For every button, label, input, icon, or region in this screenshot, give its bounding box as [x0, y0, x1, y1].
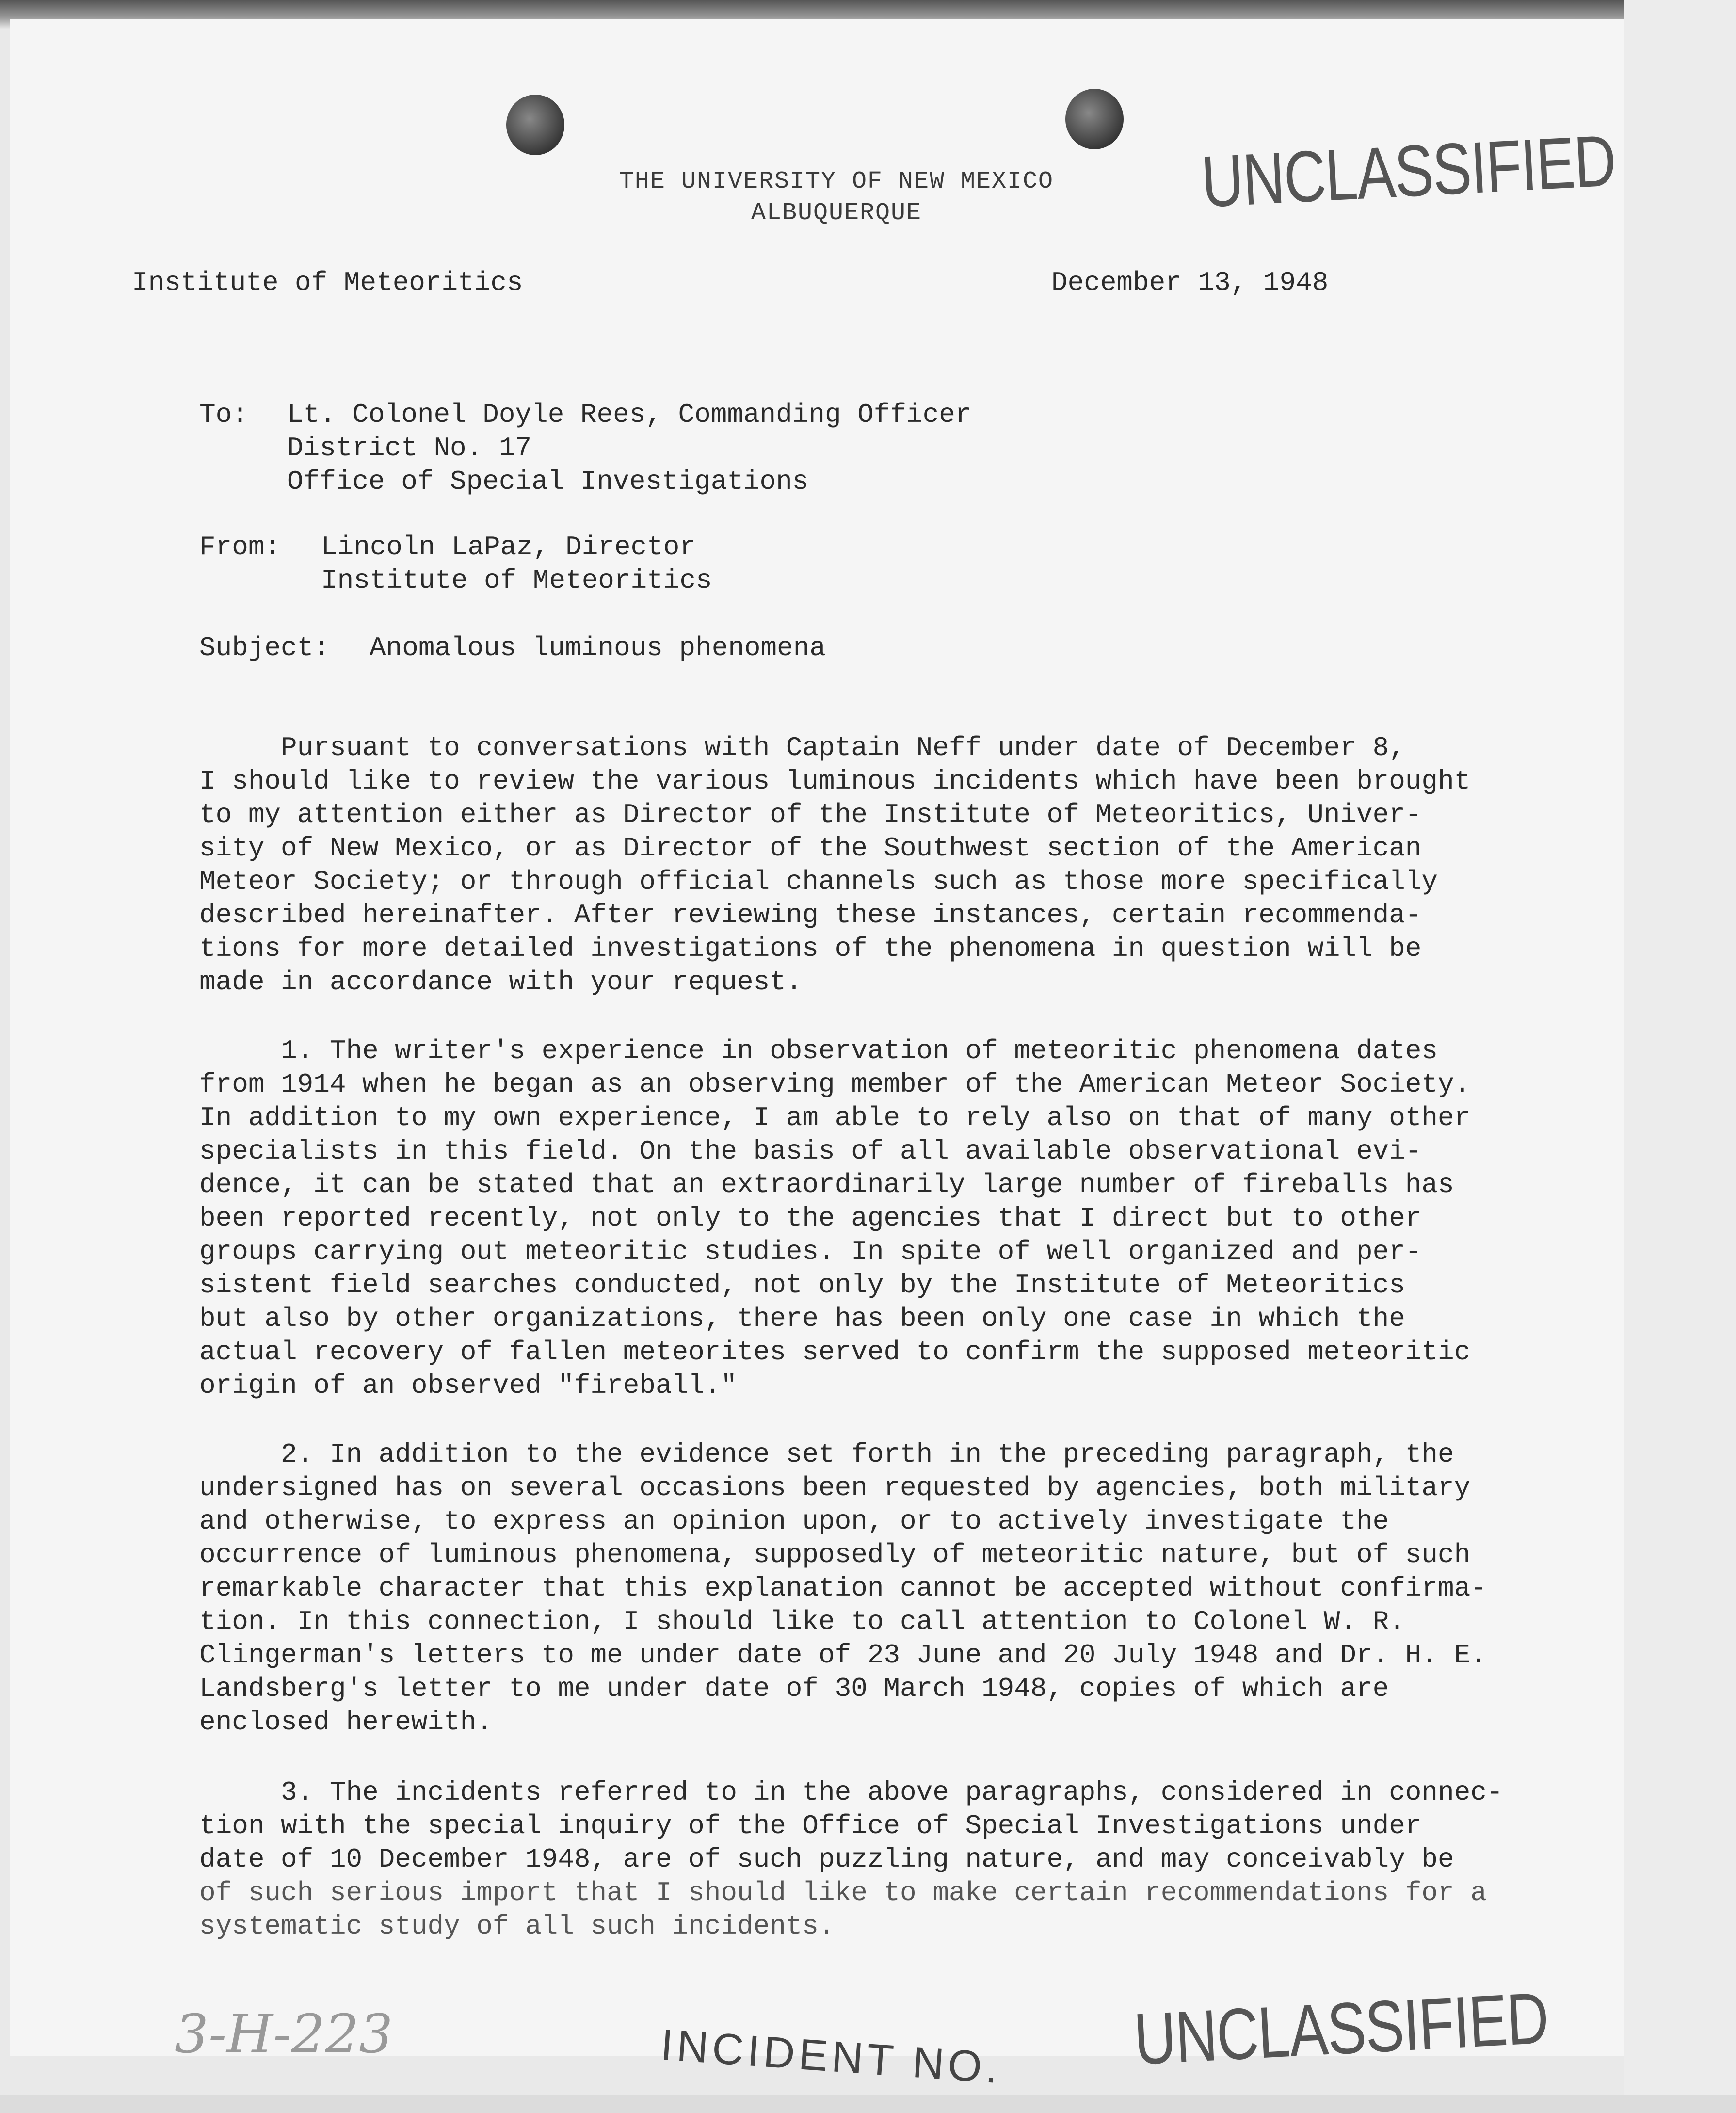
paragraph-line: undersigned has on several occasions been requested by agencies, both military — [199, 1472, 1471, 1503]
to-line: Office of Special Investigations — [287, 466, 809, 497]
paragraph-line: sity of New Mexico, or as Director of the Southwest section of the American — [199, 833, 1422, 864]
incident-number-stamp: INCIDENT NO. — [659, 2020, 1004, 2093]
paragraph-line: 2. In addition to the evidence set forth in the preceding paragraph, the — [199, 1439, 1454, 1470]
paragraph-line: specialists in this field. On the basis of all available observational evi- — [199, 1136, 1422, 1167]
paragraph-line: remarkable character that this explanation cannot be accepted without confirma- — [199, 1573, 1487, 1604]
paragraph-line: origin of an observed "fireball." — [199, 1370, 737, 1401]
paragraph-line: been reported recently, not only to the agencies that I direct but to other — [199, 1203, 1422, 1234]
paragraph-line: 3. The incidents referred to in the above paragraphs, considered in connec- — [199, 1777, 1503, 1808]
paragraph-line: 1. The writer's experience in observation of meteoritic phenomena dates — [199, 1035, 1438, 1066]
letterhead-city: ALBUQUERQUE — [751, 199, 922, 227]
from-label: From: — [199, 532, 281, 563]
paragraph-line: described hereinafter. After reviewing these instances, certain recommenda- — [199, 900, 1422, 931]
paragraph-line: of such serious import that I should like to make certain recommendations for a — [199, 1877, 1487, 1908]
paragraph-line: from 1914 when he began as an observing member of the American Meteor Society. — [199, 1069, 1471, 1100]
paragraph-line: to my attention either as Director of the Institute of Meteoritics, Univer- — [199, 799, 1422, 830]
paragraph-line: systematic study of all such incidents. — [199, 1911, 835, 1942]
unclassified-stamp-bottom: UNCLASSIFIED — [1132, 1977, 1550, 2080]
paragraph-line: Pursuant to conversations with Captain Neff under date of December 8, — [199, 732, 1405, 763]
paragraph-line: tion. In this connection, I should like to call attention to Colonel W. R. — [199, 1606, 1405, 1637]
paragraph-line: enclosed herewith. — [199, 1707, 493, 1738]
subject-label: Subject: — [199, 632, 330, 663]
paragraph-line: dence, it can be stated that an extraordinarily large number of fireballs has — [199, 1169, 1454, 1200]
paragraph-line: tion with the special inquiry of the Office of Special Investigations under — [199, 1810, 1422, 1841]
handwritten-file-number: 3-H-223 — [175, 2003, 393, 2065]
letterhead-university: THE UNIVERSITY OF NEW MEXICO — [619, 168, 1054, 195]
punch-hole — [506, 95, 564, 155]
paragraph-line: I should like to review the various luminous incidents which have been brought — [199, 766, 1471, 797]
paragraph-line: actual recovery of fallen meteorites served to confirm the supposed meteoritic — [199, 1337, 1471, 1368]
punch-hole — [1065, 89, 1124, 149]
scan-bottom-edge — [0, 2095, 1736, 2113]
paragraph-line: sistent field searches conducted, not only by the Institute of Meteoritics — [199, 1270, 1405, 1301]
from-line: Lincoln LaPaz, Director — [321, 532, 696, 563]
paragraph-line: occurrence of luminous phenomena, supposedly of meteoritic nature, but of such — [199, 1539, 1471, 1570]
to-line: District No. 17 — [287, 433, 532, 464]
paragraph-line: date of 10 December 1948, are of such puzzling nature, and may conceivably be — [199, 1844, 1454, 1875]
paragraph-line: made in accordance with your request. — [199, 967, 803, 998]
unclassified-stamp-top: UNCLASSIFIED — [1199, 119, 1618, 223]
paragraph-line: Landsberg's letter to me under date of 30 March 1948, copies of which are — [199, 1673, 1389, 1704]
paragraph-line: tions for more detailed investigations of the phenomena in question will be — [199, 933, 1422, 964]
paragraph-line: Meteor Society; or through official channels such as those more specifically — [199, 866, 1438, 897]
subject-text: Anomalous luminous phenomena — [370, 632, 826, 663]
paragraph-line: Clingerman's letters to me under date of 23 June and 20 July 1948 and Dr. H. E. — [199, 1640, 1487, 1671]
paragraph-line: In addition to my own experience, I am able to rely also on that of many other — [199, 1102, 1471, 1133]
paragraph-line: but also by other organizations, there has been only one case in which the — [199, 1303, 1405, 1334]
to-label: To: — [199, 399, 248, 430]
scan-right-edge — [1624, 0, 1736, 2113]
paragraph-line: groups carrying out meteoritic studies. In spite of well organized and per- — [199, 1236, 1422, 1267]
from-line: Institute of Meteoritics — [321, 565, 712, 596]
to-line: Lt. Colonel Doyle Rees, Commanding Officer — [287, 399, 972, 430]
department: Institute of Meteoritics — [132, 267, 523, 298]
letter-date: December 13, 1948 — [1051, 267, 1329, 298]
paragraph-line: and otherwise, to express an opinion upon, or to actively investigate the — [199, 1506, 1389, 1537]
